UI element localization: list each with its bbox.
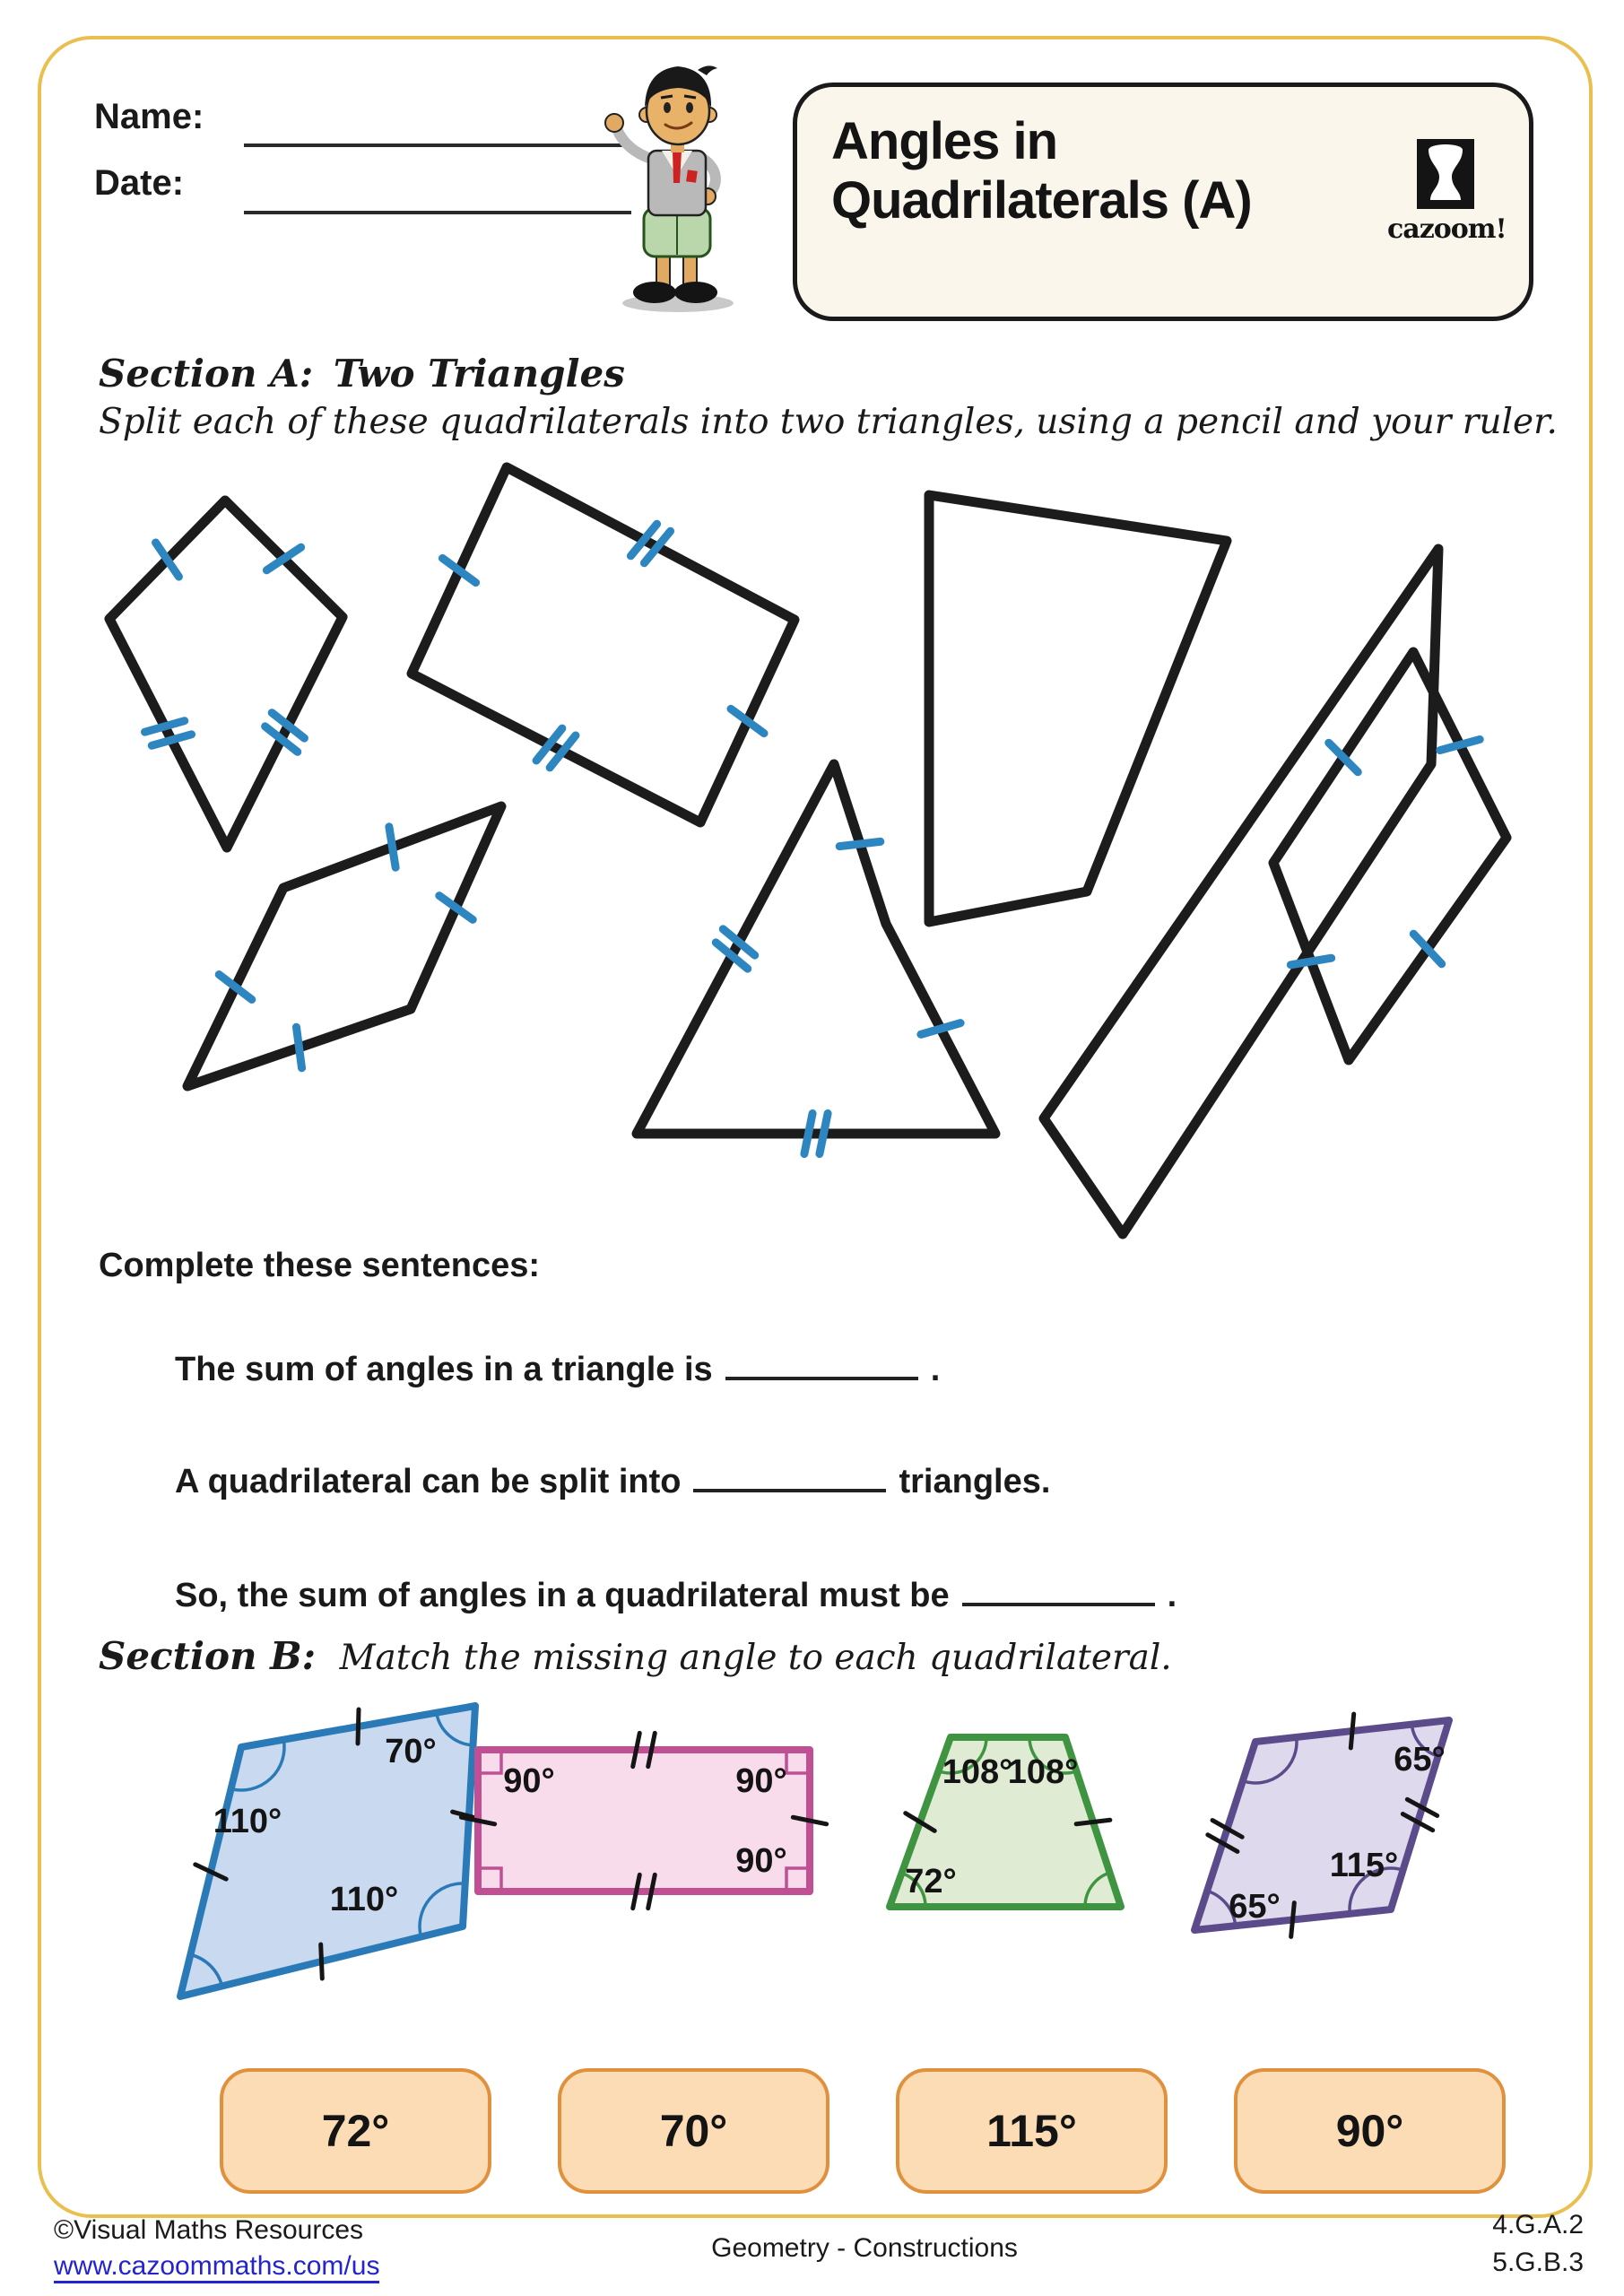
- boy-mascot-illustration: [563, 56, 783, 316]
- section-a-instruction: Split each of these quadrilaterals into two triangles, using a pencil and your ruler.: [99, 402, 1558, 442]
- sentence-2-after: triangles.: [899, 1463, 1051, 1500]
- angle-label-70-top-right: 70°: [385, 1733, 437, 1770]
- sentence-1-text: The sum of angles in a triangle is: [175, 1351, 713, 1388]
- trapezoid-shape[interactable]: [929, 495, 1227, 922]
- answer-chip-90[interactable]: 90°: [1234, 2068, 1506, 2194]
- sentence-quad-split: [175, 1462, 1050, 1501]
- cazoom-drum-icon: [1417, 139, 1474, 209]
- footer-standard-1: 4.G.A.2: [1492, 2210, 1584, 2239]
- name-label: Name:: [94, 97, 204, 136]
- sentence-3-blank[interactable]: [962, 1576, 1155, 1606]
- kite-ticks: [144, 543, 304, 752]
- title-line-2: Quadrilaterals (A): [831, 171, 1252, 230]
- angle-label-108-top-left: 108°: [942, 1753, 1013, 1791]
- sentence-triangle-sum: [175, 1350, 940, 1389]
- sliver-quadrilateral-shape[interactable]: [1044, 549, 1438, 1234]
- angle-label-72-bottom-left: 72°: [905, 1863, 957, 1900]
- footer-link-wrap: [54, 2251, 379, 2282]
- sentences-heading: Complete these sentences:: [99, 1247, 541, 1284]
- footer-link[interactable]: www.cazoommaths.com/us: [54, 2251, 379, 2283]
- angle-label-90-top-right: 90°: [735, 1762, 787, 1800]
- rhombus-shape[interactable]: [187, 806, 501, 1086]
- section-b-label: Section B:: [99, 1634, 317, 1678]
- cazoom-logo: [1387, 139, 1507, 245]
- sentence-quad-sum: [175, 1576, 1177, 1615]
- section-a-shapes: [81, 448, 1569, 1274]
- section-a-label: Section A:: [99, 352, 314, 396]
- angle-label-65-bottom-left: 65°: [1229, 1888, 1281, 1926]
- section-b-shapes: [81, 1686, 1569, 2063]
- answer-chip-115[interactable]: 115°: [896, 2068, 1168, 2194]
- answer-chip-70[interactable]: 70°: [558, 2068, 829, 2194]
- angle-label-110-bottom-right: 110°: [329, 1881, 399, 1918]
- section-a-title: Two Triangles: [333, 352, 625, 396]
- footer-standard-2: 5.G.B.3: [1492, 2248, 1584, 2277]
- angle-label-110-top-left: 110°: [213, 1803, 282, 1840]
- title-line-1: Angles in: [831, 112, 1058, 170]
- sentence-2-blank[interactable]: [693, 1462, 886, 1492]
- worksheet-title: [831, 112, 1252, 230]
- sentence-1-after: .: [930, 1351, 941, 1388]
- angle-label-90-bottom-right: 90°: [735, 1842, 787, 1880]
- sentence-2-text: A quadrilateral can be split into: [175, 1463, 682, 1500]
- title-box: [793, 83, 1533, 321]
- answer-chip-72[interactable]: 72°: [220, 2068, 491, 2194]
- section-b-heading: [99, 1634, 1172, 1678]
- sentence-3-after: .: [1167, 1577, 1177, 1614]
- angle-label-90-top-left: 90°: [503, 1762, 555, 1800]
- section-a-heading: [99, 352, 625, 396]
- section-b-instruction: Match the missing angle to each quadrilateral.: [339, 1638, 1172, 1678]
- rectangle-shape[interactable]: [412, 467, 795, 822]
- footer-topic: Geometry - Constructions: [711, 2233, 1018, 2263]
- date-label: Date:: [94, 163, 185, 203]
- square-shape[interactable]: [1273, 652, 1507, 1060]
- cazoom-logo-text: cazoom!: [1387, 213, 1507, 245]
- kite-shape[interactable]: [109, 500, 343, 848]
- sentence-1-blank[interactable]: [725, 1350, 918, 1380]
- footer-copyright: ©Visual Maths Resources: [54, 2215, 364, 2245]
- rectangle-ticks: [442, 524, 764, 768]
- angle-label-65-top-right: 65°: [1394, 1741, 1446, 1779]
- angle-label-115-bottom-right: 115°: [1329, 1847, 1399, 1884]
- sentence-3-text: So, the sum of angles in a quadrilateral must be: [175, 1577, 950, 1614]
- angle-label-108-top-right: 108°: [1007, 1753, 1079, 1791]
